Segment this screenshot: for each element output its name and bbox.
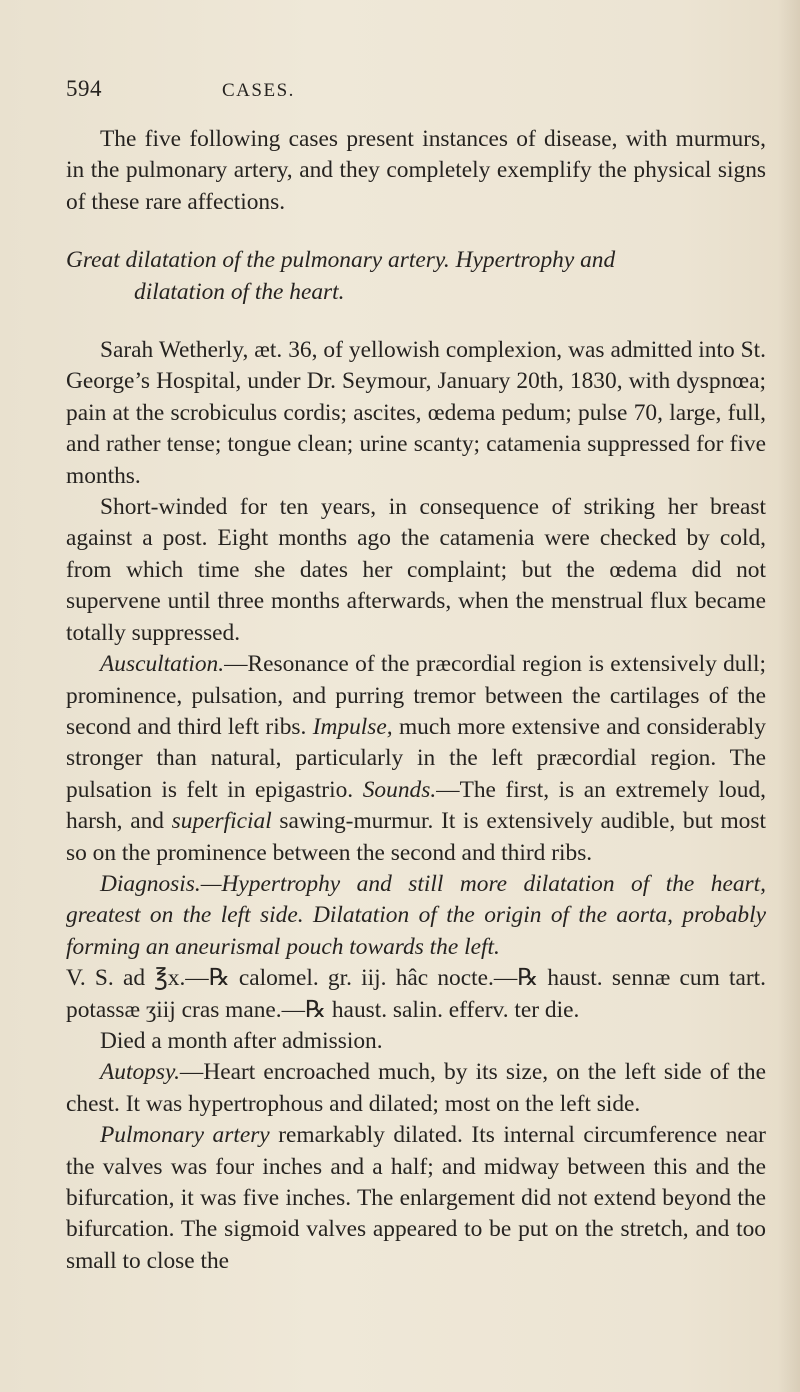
intro-paragraph: The five following cases present instances of disease, with murmurs, in the pulmonary artery, and they completely exemplify the physical signs of these rare affections. — [66, 126, 766, 215]
case-title-line1: Great dilatation of the pulmonary artery. Hypertrophy and — [66, 247, 616, 274]
page-header — [66, 76, 766, 102]
history-text: Sarah Wetherly, æt. 36, of yellowish complexion, was admitted into St. George’s Hospital, under Dr. Seymour, January 20th, 1830, with dyspnœa; pain at the scrobiculus cordis; ascites, œdema pedum; pulse 70, large, full, and rather tense; tongue clean; urine scanty; catamenia suppressed for five months. — [66, 337, 766, 489]
pulmonary-artery-heading: Pulmonary artery — [100, 1122, 270, 1149]
prescription-paragraph — [66, 963, 766, 1026]
died-paragraph: Died a month after admission. — [100, 1027, 383, 1054]
pulmonary-artery-paragraph — [66, 1120, 766, 1277]
superficial-word: superficial — [171, 808, 272, 835]
autopsy-heading: Autopsy. — [100, 1059, 180, 1086]
pulmonary-artery-text: remarkably dilated. Its internal circumference near the valves was four inches and a half; and midway between this and the bifurcation, it was five inches. The enlargement did not extend beyond the bifurcation. The sigmoid valves appeared to be put on the stretch, and too small to close the — [66, 1122, 766, 1274]
sounds-heading: Sounds. — [362, 776, 437, 803]
prescription-text: V. S. ad ℥x.—℞ calomel. gr. iij. hâc nocte.—℞ haust. sennæ cum tart. potassæ ʒiij cras mane.—℞ haust. salin. efferv. ter die. — [66, 965, 766, 1023]
auscultation-heading: Auscultation. — [100, 651, 225, 678]
diagnosis-paragraph — [66, 869, 766, 963]
page-number: 594 — [66, 76, 102, 101]
autopsy-text: —Heart encroached much, by its size, on the left side of the chest. It was hypertrophous and dilated; most on the left side. — [66, 1059, 766, 1117]
auscultation-text-2: much more extensive and considerably stronger than natural, particularly in the left præcordial region. The pulsation is felt in epigastrio. — [66, 713, 766, 803]
running-head: CASES. — [222, 80, 295, 101]
page-edge-shadow — [778, 0, 800, 1392]
auscultation-paragraph — [66, 649, 766, 869]
short-winded-paragraph: Short-winded for ten years, in consequence of striking her breast against a post. Eight months ago the catamenia were checked by cold, from which time she dates her complaint; but the œdema did not supervene until three months afterwards, when the menstrual flux became totally suppressed. — [66, 494, 766, 646]
auscultation-text-3: —The first, is an extremely loud, harsh, and — [66, 776, 766, 835]
history-paragraph — [66, 335, 766, 492]
auscultation-text-4: sawing-murmur. It is extensively audible, but most so on the prominence between the second and third ribs. — [66, 808, 766, 866]
case-title-line2: dilatation of the heart. — [134, 278, 345, 305]
auscultation-text-1: —Resonance of the præcordial region is extensively dull; prominence, pulsation, and purring tremor between the cartilages of the second and third left ribs. — [66, 651, 766, 740]
autopsy-paragraph — [66, 1057, 766, 1120]
diagnosis-heading: Diagnosis. — [100, 870, 201, 897]
case-title — [66, 245, 766, 308]
diagnosis-text: —Hypertrophy and still more dilatation of the heart, greatest on the left side. Dilatation of the origin of the aorta, probably forming an aneurismal pouch towards the left. — [66, 870, 766, 960]
impulse-heading: Impulse, — [312, 713, 393, 740]
